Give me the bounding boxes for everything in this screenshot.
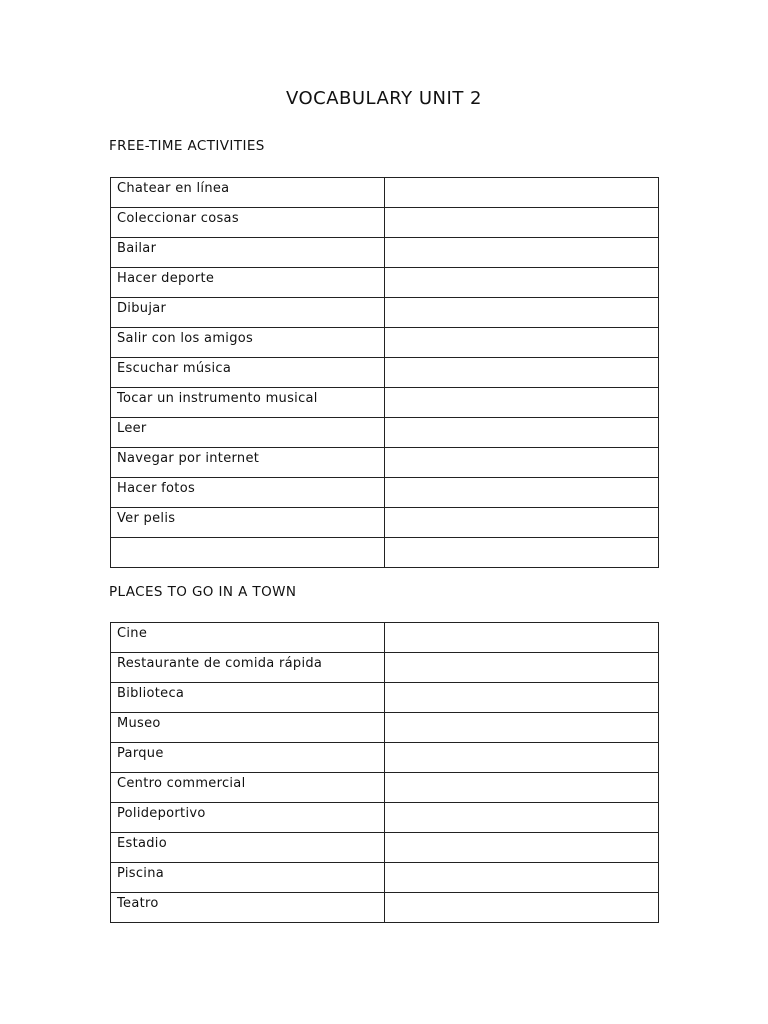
table-row	[111, 388, 659, 418]
vocab-word-cell: Restaurante de comida rápida	[111, 653, 385, 683]
table-row	[111, 328, 659, 358]
vocab-word-cell	[111, 538, 385, 568]
table-row	[111, 418, 659, 448]
vocab-word-cell: Dibujar	[111, 298, 385, 328]
vocab-word-cell: Hacer fotos	[111, 478, 385, 508]
vocab-word-cell: Escuchar música	[111, 358, 385, 388]
translation-answer-cell[interactable]	[385, 328, 659, 358]
translation-answer-cell[interactable]	[385, 773, 659, 803]
table-row	[111, 713, 659, 743]
free-time-activities-table	[110, 177, 659, 568]
table-row	[111, 653, 659, 683]
vocab-word-cell: Museo	[111, 713, 385, 743]
vocab-word-cell: Coleccionar cosas	[111, 208, 385, 238]
vocab-word-cell: Navegar por internet	[111, 448, 385, 478]
vocab-word-cell: Chatear en línea	[111, 178, 385, 208]
vocab-word-cell: Hacer deporte	[111, 268, 385, 298]
table-row	[111, 863, 659, 893]
table-row	[111, 238, 659, 268]
translation-answer-cell[interactable]	[385, 388, 659, 418]
vocab-word-cell: Polideportivo	[111, 803, 385, 833]
vocab-word-cell: Parque	[111, 743, 385, 773]
table-row	[111, 298, 659, 328]
translation-answer-cell[interactable]	[385, 418, 659, 448]
vocab-word-cell: Teatro	[111, 893, 385, 923]
translation-answer-cell[interactable]	[385, 358, 659, 388]
table-row	[111, 803, 659, 833]
table-row	[111, 773, 659, 803]
vocab-word-cell: Leer	[111, 418, 385, 448]
vocab-word-cell: Centro commercial	[111, 773, 385, 803]
table-row	[111, 268, 659, 298]
translation-answer-cell[interactable]	[385, 208, 659, 238]
table-row	[111, 448, 659, 478]
translation-answer-cell[interactable]	[385, 743, 659, 773]
document-title: VOCABULARY UNIT 2	[285, 88, 482, 109]
translation-answer-cell[interactable]	[385, 893, 659, 923]
translation-answer-cell[interactable]	[385, 478, 659, 508]
section-heading-free-time: FREE-TIME ACTIVITIES	[109, 138, 265, 154]
translation-answer-cell[interactable]	[385, 863, 659, 893]
translation-answer-cell[interactable]	[385, 653, 659, 683]
translation-answer-cell[interactable]	[385, 713, 659, 743]
translation-answer-cell[interactable]	[385, 178, 659, 208]
translation-answer-cell[interactable]	[385, 623, 659, 653]
translation-answer-cell[interactable]	[385, 803, 659, 833]
vocab-word-cell: Salir con los amigos	[111, 328, 385, 358]
table-row	[111, 833, 659, 863]
vocab-word-cell: Cine	[111, 623, 385, 653]
translation-answer-cell[interactable]	[385, 268, 659, 298]
translation-answer-cell[interactable]	[385, 448, 659, 478]
table-row	[111, 208, 659, 238]
table-row	[111, 358, 659, 388]
translation-answer-cell[interactable]	[385, 508, 659, 538]
table-row	[111, 623, 659, 653]
table-row	[111, 178, 659, 208]
table-row	[111, 743, 659, 773]
translation-answer-cell[interactable]	[385, 833, 659, 863]
vocab-word-cell: Estadio	[111, 833, 385, 863]
translation-answer-cell[interactable]	[385, 538, 659, 568]
table-row	[111, 683, 659, 713]
translation-answer-cell[interactable]	[385, 683, 659, 713]
translation-answer-cell[interactable]	[385, 298, 659, 328]
vocab-word-cell: Piscina	[111, 863, 385, 893]
table-row	[111, 478, 659, 508]
vocab-word-cell: Biblioteca	[111, 683, 385, 713]
vocab-word-cell: Tocar un instrumento musical	[111, 388, 385, 418]
table-row	[111, 893, 659, 923]
table-row	[111, 538, 659, 568]
table-row	[111, 508, 659, 538]
vocab-word-cell: Ver pelis	[111, 508, 385, 538]
translation-answer-cell[interactable]	[385, 238, 659, 268]
vocab-word-cell: Bailar	[111, 238, 385, 268]
places-in-town-table	[110, 622, 659, 923]
section-heading-places: PLACES TO GO IN A TOWN	[109, 584, 297, 600]
